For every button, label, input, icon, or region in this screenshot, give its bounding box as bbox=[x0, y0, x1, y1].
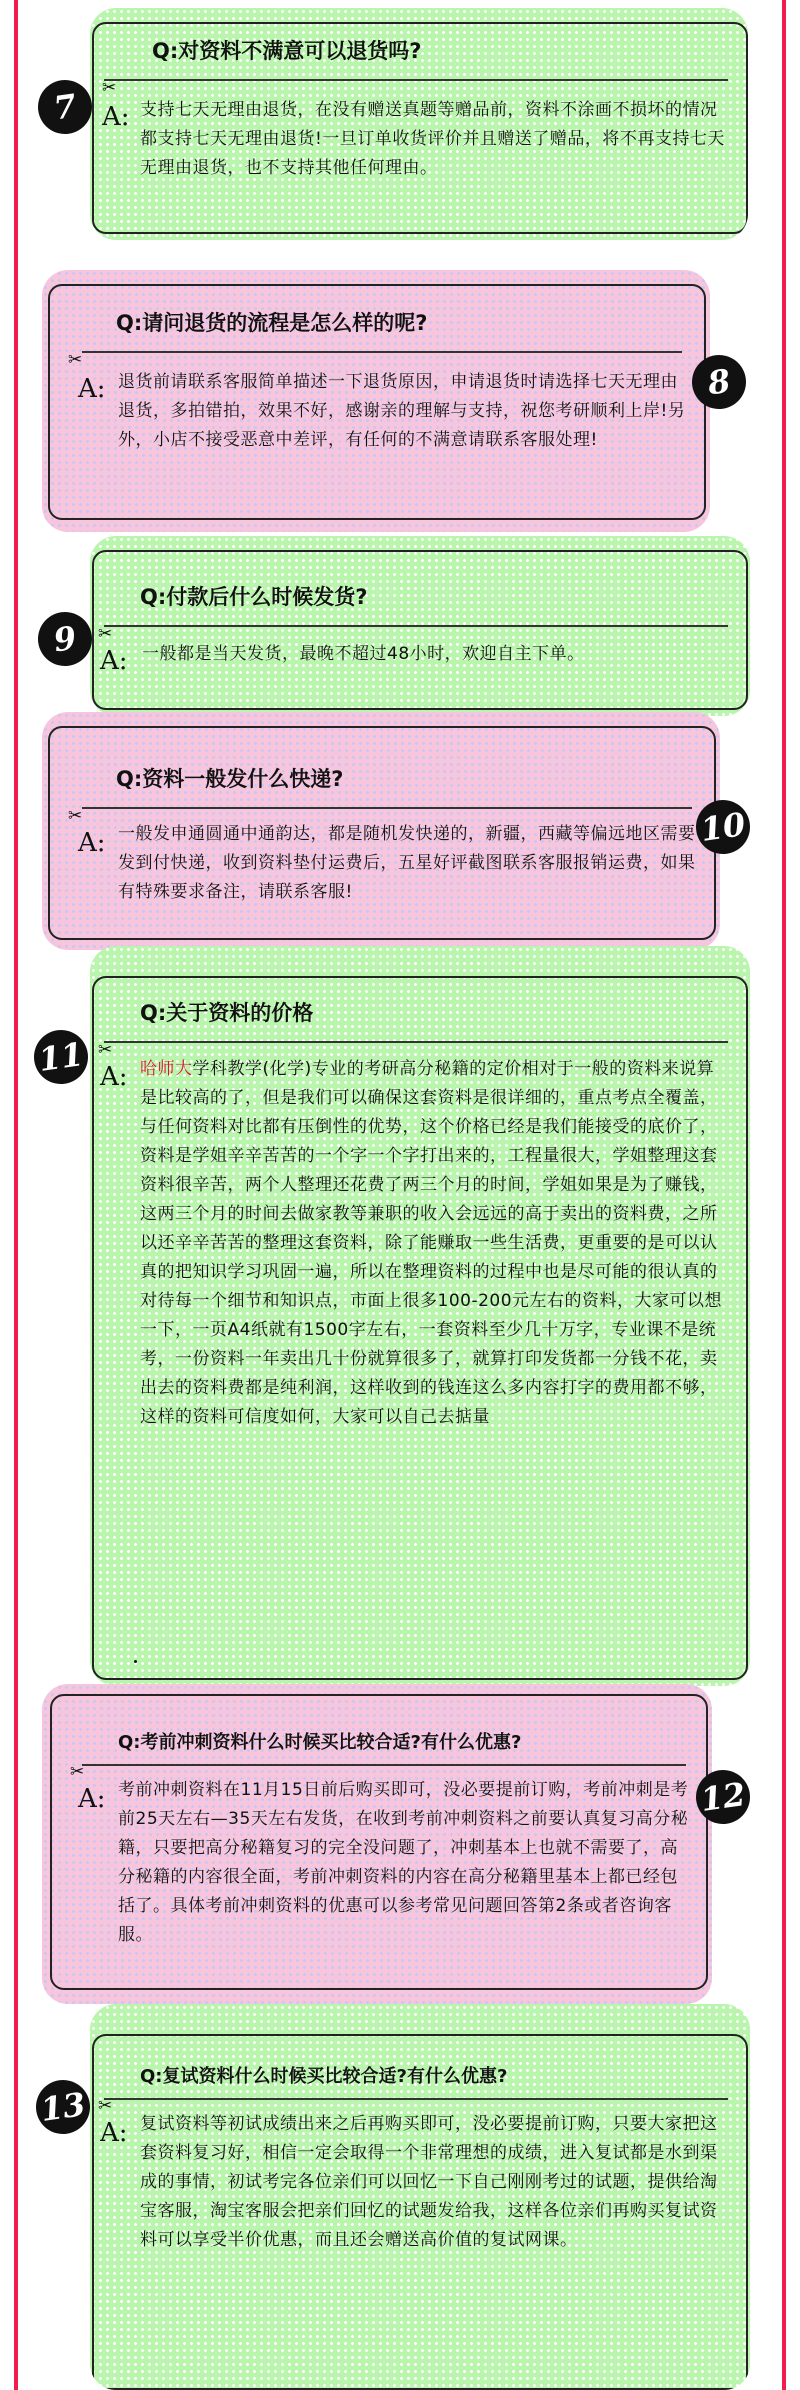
scissors-icon: ✂ bbox=[98, 2096, 113, 2116]
question-text: Q:对资料不满意可以退货吗? bbox=[152, 39, 422, 63]
question-text: Q:复试资料什么时候买比较合适?有什么优惠? bbox=[140, 2066, 508, 2087]
number-badge-8: 8 bbox=[689, 352, 750, 413]
left-border bbox=[14, 0, 18, 2390]
faq-card-13 bbox=[90, 2004, 750, 2390]
answer-text: 退货前请联系客服简单描述一下退货原因，申请退货时请选择七天无理由退货，多拍错拍，效果不好，感谢亲的理解与支持，祝您考研顺利上岸!另外，小店不接受恶意中差评，有任何的不满意请联系客服处理! bbox=[118, 372, 686, 450]
answer-label: A: bbox=[102, 102, 130, 132]
question-divider bbox=[104, 1041, 728, 1043]
question-text: Q:请问退货的流程是怎么样的呢? bbox=[116, 311, 428, 335]
answer-text: 考前冲刺资料在11月15日前后购买即可，没必要提前订购，考前冲刺是考前25天左右—35天左右发货，在收到考前冲刺资料之前要认真复习高分秘籍，只要把高分秘籍复习的完全没问题了，冲刺基本上也就不需要了，高分秘籍的内容很全面，考前冲刺资料的内容在高分秘籍里基本上都已经包括了。具体考前冲刺资料的优惠可以参考常见问题回答第2条或者咨询客服。 bbox=[118, 1780, 689, 1945]
faq-card-10 bbox=[42, 712, 720, 950]
question-divider bbox=[104, 2098, 728, 2100]
faq-card-12 bbox=[42, 1684, 712, 2004]
scissors-icon: ✂ bbox=[70, 1762, 85, 1782]
faq-card-7 bbox=[90, 8, 748, 240]
answer-text: 复试资料等初试成绩出来之后再购买即可，没必要提前订购，只要大家把这套资料复习好，相信一定会取得一个非常理想的成绩，进入复试都是水到渠成的事情，初试考完各位亲们可以回忆一下自己刚刚考过的试题，提供给淘宝客服，淘宝客服会把亲们回忆的试题发给我，这样各位亲们再购买复试资料可以享受半价优惠，而且还会赠送高价值的复试网课。 bbox=[140, 2114, 718, 2250]
answer-label: A: bbox=[78, 1784, 106, 1814]
answer-body: 学科教学(化学)专业的考研高分秘籍的定价相对于一般的资料来说算是比较高的了，但是我们可以确保这套资料是很详细的，重点考点全覆盖，与任何资料对比都有压倒性的优势，这个价格已经是我们能接受的底价了，资料是学姐辛辛苦苦的一个字一个字打出来的，工程量很大，学姐整理这套资料很辛苦，两个人整理还花费了两三个月的时间，学姐如果是为了赚钱，这两三个月的时间去做家教等兼职的收入会远远的高于卖出的资料费，之所以还辛辛苦苦的整理这套资料，除了能赚取一些生活费，更重要的是可以认真的把知识学习巩固一遍，所以在整理资料的过程中也是尽可能的很认真的对待每一个细节和知识点，市面上很多100-200元左右的资料，大家可以想一下，一页A4纸就有1500字左右，一套资料至少几十万字，专业课不是统考，一份资料一年卖出几十份就算很多了，就算打印发货都一分钱不花，卖出去的资料费都是纯利润，这样收到的钱连这么多内容打字的费用都不够，这样的资料可信度如何，大家可以自己去掂量 bbox=[140, 1059, 723, 1427]
number-badge-11: 11 bbox=[31, 1027, 92, 1088]
faq-card-8 bbox=[42, 270, 710, 532]
question-divider bbox=[82, 351, 682, 353]
answer-text: 一般发申通圆通中通韵达，都是随机发快递的，新疆，西藏等偏远地区需要发到付快递，收到资料垫付运费后，五星好评截图联系客服报销运费，如果有特殊要求备注，请联系客服! bbox=[118, 824, 696, 902]
answer-label: A: bbox=[78, 828, 106, 858]
answer-label: A: bbox=[100, 2118, 128, 2148]
scissors-icon: ✂ bbox=[68, 806, 83, 826]
number-badge-10: 10 bbox=[693, 797, 754, 858]
answer-text: 一般都是当天发货，最晚不超过48小时，欢迎自主下单。 bbox=[142, 644, 585, 664]
scissors-icon: ✂ bbox=[98, 1040, 113, 1060]
right-border bbox=[782, 0, 786, 2390]
number-badge-12: 12 bbox=[693, 1767, 754, 1828]
scissors-icon: ✂ bbox=[98, 624, 113, 644]
answer-label: A: bbox=[100, 646, 128, 676]
question-text: Q:资料一般发什么快递? bbox=[116, 767, 344, 791]
number-badge-7: 7 bbox=[35, 77, 96, 138]
answer-text: 支持七天无理由退货，在没有赠送真题等赠品前，资料不涂画不损坏的情况都支持七天无理由退货!一旦订单收货评价并且赠送了赠品，将不再支持七天无理由退货，也不支持其他任何理由。 bbox=[140, 100, 725, 178]
scissors-icon: ✂ bbox=[102, 78, 117, 98]
faq-card-9 bbox=[90, 536, 750, 716]
question-divider bbox=[82, 807, 692, 809]
scissors-icon: ✂ bbox=[68, 350, 83, 370]
question-divider bbox=[104, 79, 728, 81]
question-text: Q:付款后什么时候发货? bbox=[140, 585, 368, 609]
question-text: Q:考前冲刺资料什么时候买比较合适?有什么优惠? bbox=[118, 1732, 522, 1753]
school-name-highlight: 哈师大 bbox=[140, 1059, 193, 1079]
answer-label: A: bbox=[100, 1062, 128, 1092]
faq-frame bbox=[92, 550, 748, 710]
number-badge-9: 9 bbox=[35, 609, 96, 670]
answer-label: A: bbox=[78, 374, 106, 404]
number-badge-13: 13 bbox=[33, 2077, 94, 2138]
answer-text bbox=[140, 1055, 724, 1432]
question-divider bbox=[104, 625, 728, 627]
question-divider bbox=[82, 1764, 686, 1766]
trailing-dot bbox=[134, 1660, 137, 1663]
faq-card-11 bbox=[90, 946, 750, 1686]
question-text: Q:关于资料的价格 bbox=[140, 1001, 314, 1025]
